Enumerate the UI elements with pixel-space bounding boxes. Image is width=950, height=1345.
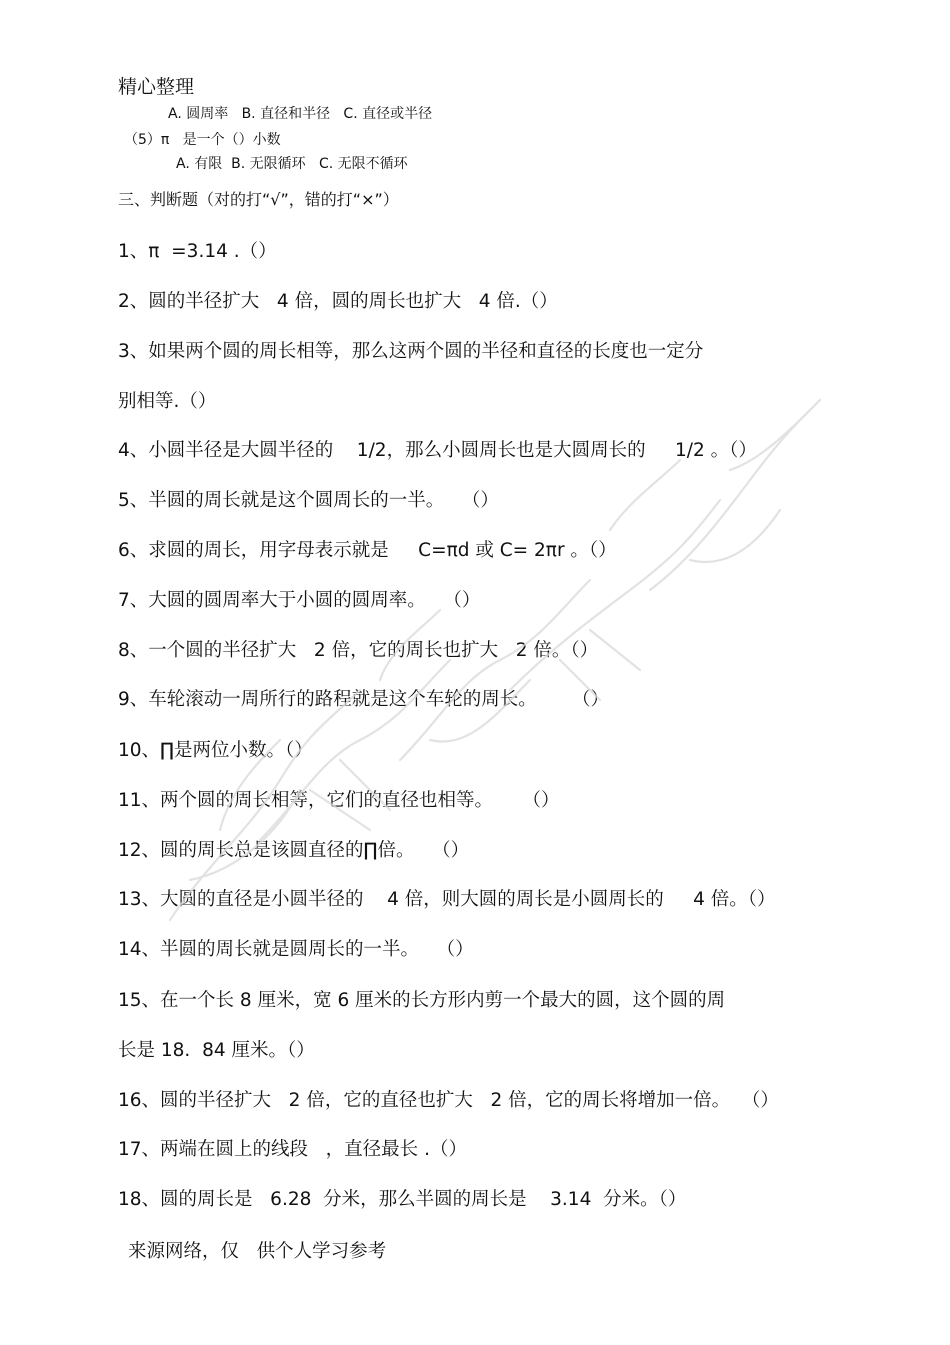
- question-item: 10、∏是两位小数。（）: [118, 740, 313, 761]
- question-item: 9、车轮滚动一周所行的路程就是这个车轮的周长。 （）: [118, 689, 610, 710]
- question-item: 12、圆的周长总是该圆直径的∏倍。 （）: [118, 840, 470, 861]
- question-4-options: A. 圆周率 B. 直径和半径 C. 直径或半径: [168, 106, 433, 122]
- question-item: 11、两个圆的周长相等，它们的直径也相等。 （）: [118, 790, 560, 811]
- question-item: 17、两端在圆上的线段 ，直径最长 .（）: [118, 1139, 467, 1160]
- question-item: 6、求圆的周长，用字母表示就是 C=πd 或 C= 2πr 。（）: [118, 540, 617, 561]
- question-item: 3、如果两个圆的周长相等，那么这两个圆的半径和直径的长度也一定分: [118, 341, 704, 362]
- question-item: 5、半圆的周长就是这个圆周长的一半。 （）: [118, 490, 499, 511]
- question-item: 1、π =3.14 .（）: [118, 241, 277, 262]
- section-title: 三、判断题（对的打“√”，错的打“×”）: [118, 190, 399, 209]
- question-item: 16、圆的半径扩大 2 倍，它的直径也扩大 2 倍，它的周长将增加一倍。 （）: [118, 1090, 779, 1111]
- question-5-stem: （5）π 是一个（）小数: [124, 132, 281, 148]
- page-header: 精心整理: [118, 76, 195, 98]
- question-item: 15、在一个长 8 厘米，宽 6 厘米的长方形内剪一个最大的圆，这个圆的周: [118, 990, 726, 1011]
- question-item: 2、圆的半径扩大 4 倍，圆的周长也扩大 4 倍.（）: [118, 291, 558, 312]
- question-item-continuation: 长是 18. 84 厘米。（）: [118, 1040, 315, 1061]
- question-item: 8、一个圆的半径扩大 2 倍，它的周长也扩大 2 倍。（）: [118, 640, 599, 661]
- question-item: 13、大圆的直径是小圆半径的 4 倍，则大圆的周长是小圆周长的 4 倍。（）: [118, 889, 776, 910]
- question-5-options: A. 有限 B. 无限循环 C. 无限不循环: [176, 156, 408, 172]
- footer-note: 来源网络，仅 供个人学习参考: [128, 1241, 387, 1262]
- question-item: 14、半圆的周长就是圆周长的一半。 （）: [118, 939, 474, 960]
- question-item-continuation: 别相等.（）: [118, 391, 217, 412]
- question-item: 18、圆的周长是 6.28 分米，那么半圆的周长是 3.14 分米。（）: [118, 1189, 687, 1210]
- question-item: 7、大圆的圆周率大于小圆的圆周率。 （）: [118, 590, 481, 611]
- question-item: 4、小圆半径是大圆半径的 1/2，那么小圆周长也是大圆周长的 1/2 。（）: [118, 440, 757, 461]
